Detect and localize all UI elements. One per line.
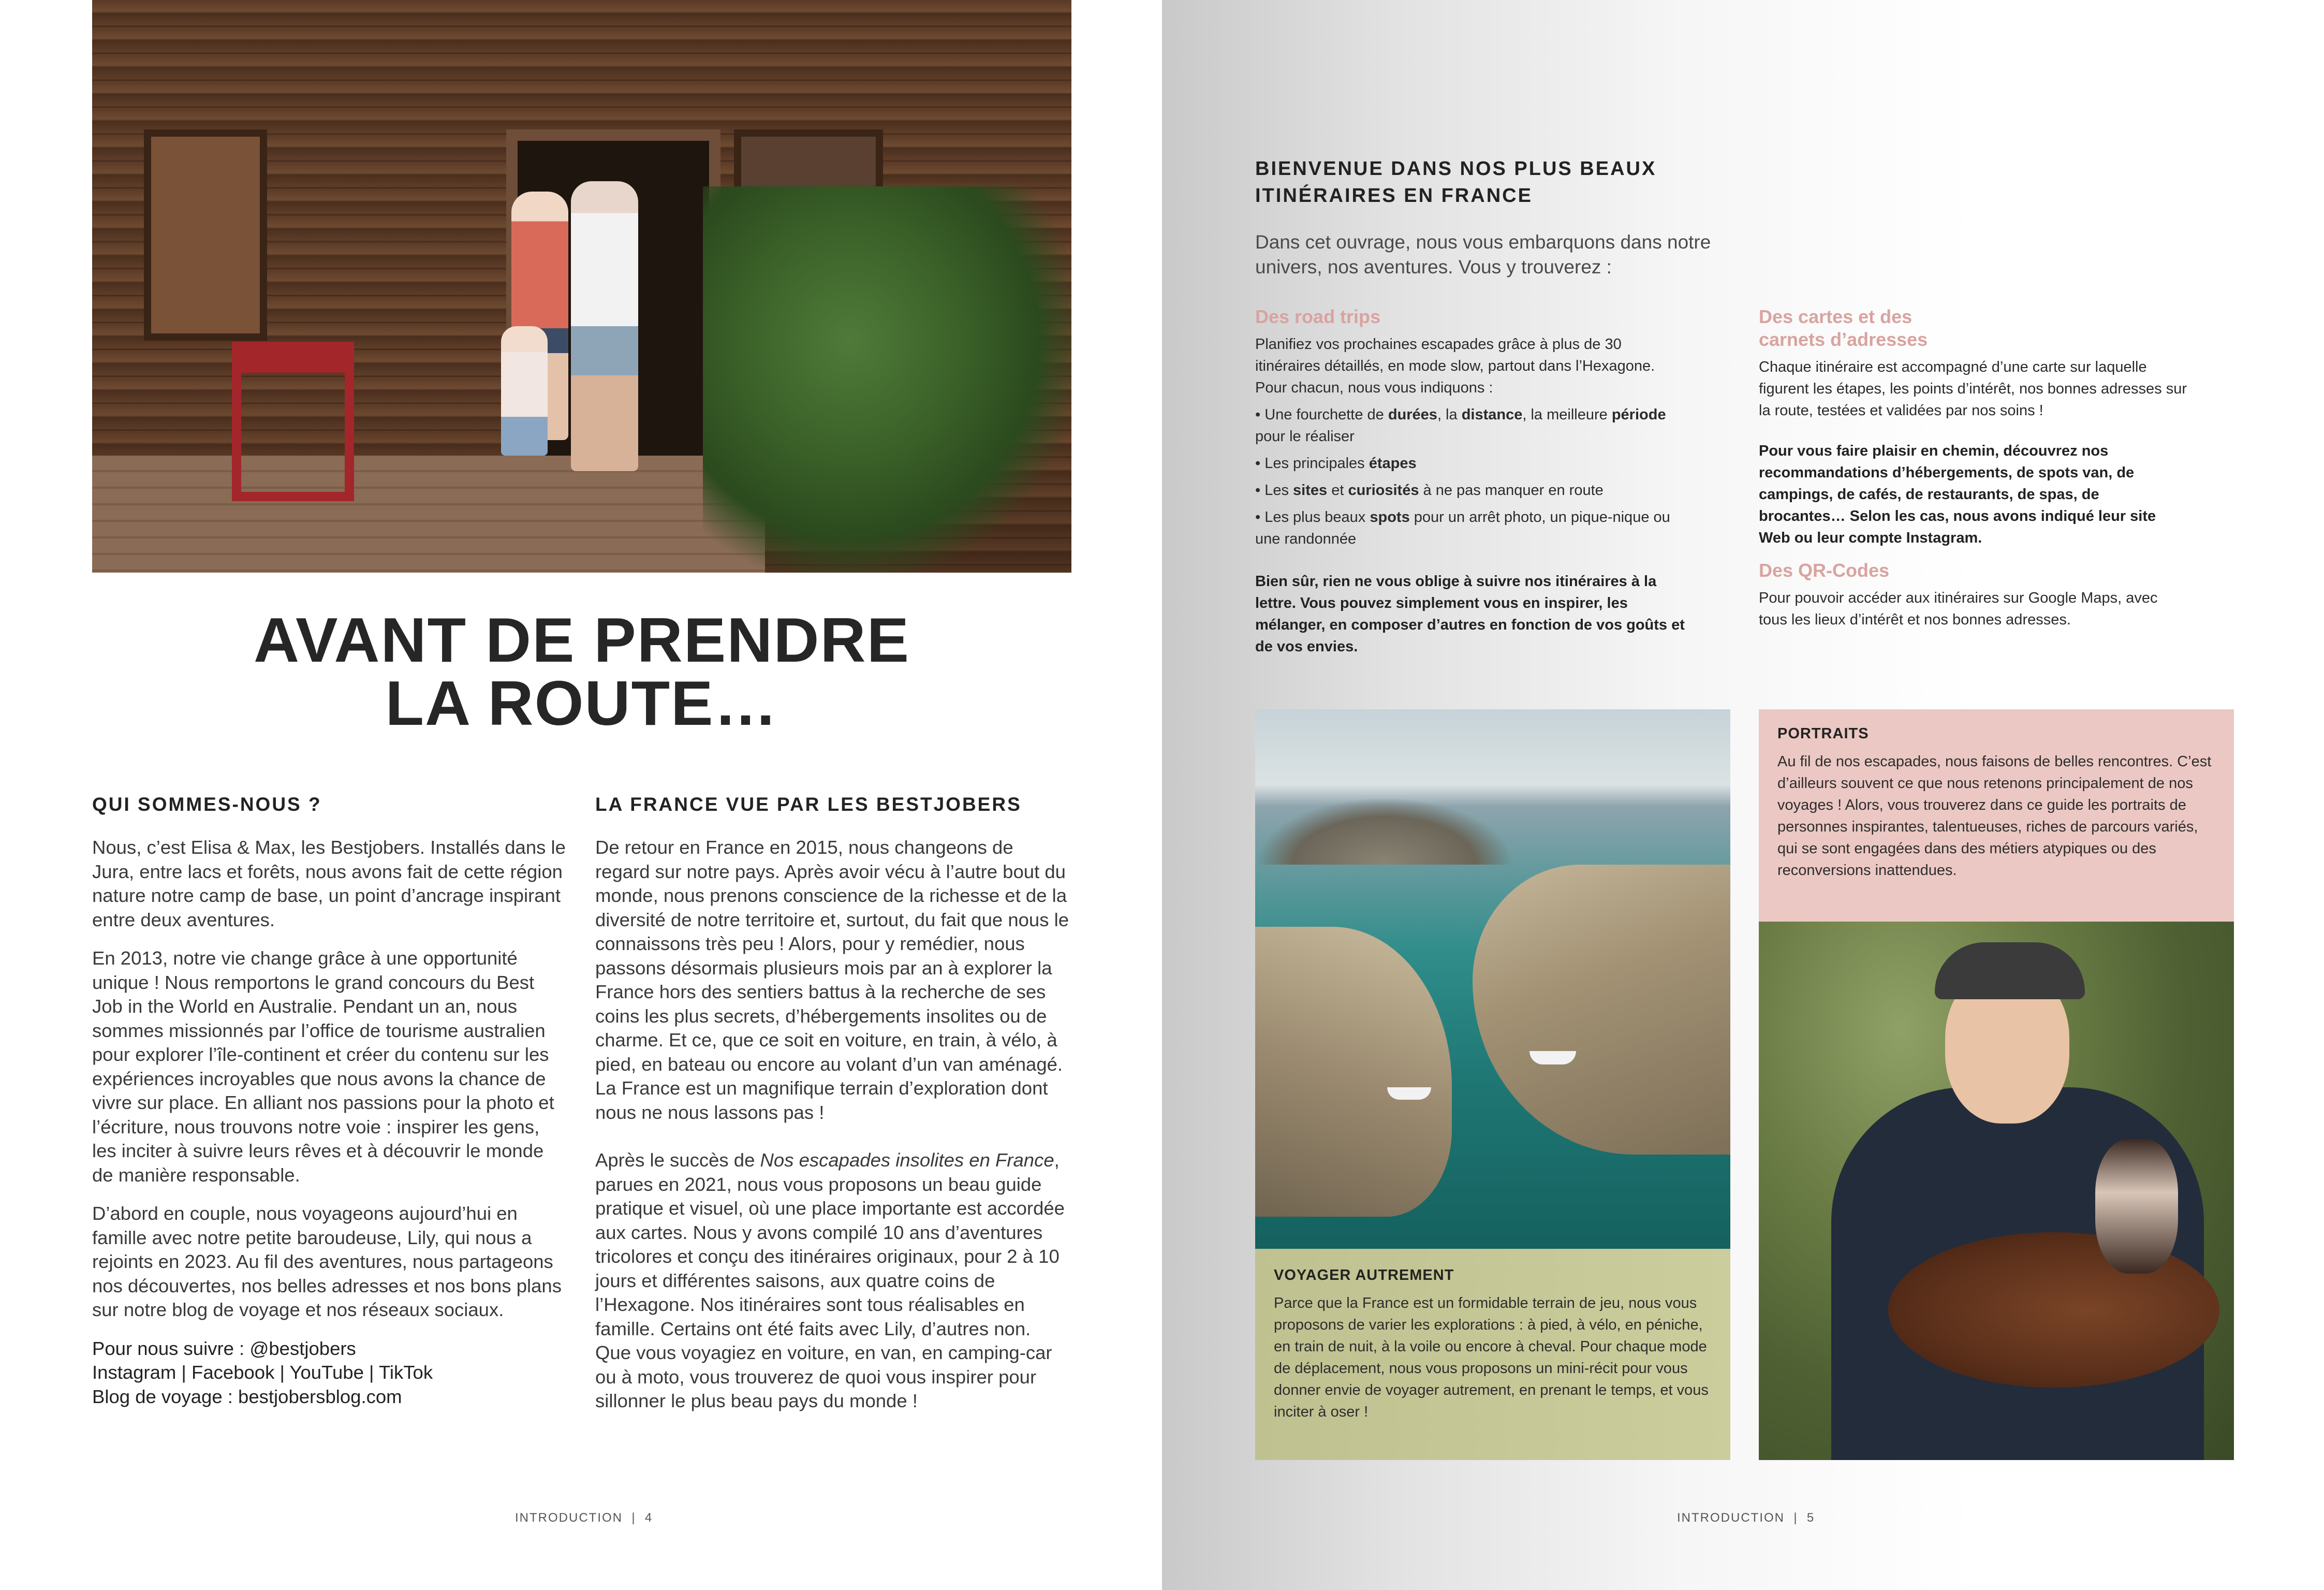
goat-head xyxy=(2095,1139,2178,1274)
book-title: Nos escapades insolites en France xyxy=(760,1149,1054,1171)
section-heading: Des cartes et des carnets d’adresses xyxy=(1759,306,1928,350)
road-trips-section xyxy=(1255,305,1685,663)
box-text: Au fil de nos escapades, nous faisons de belles rencontres. C’est d’ailleurs souvent ce que nous retenons principalement de nos voyages ! Alors, vous trouverez dans ce guide les portraits de personnes inspirantes, talentueuses, riches de parcours variés, qui se sont engagées dans des métiers atypiques ou des reconversions inattendues. xyxy=(1777,753,2212,879)
title-line-1: AVANT DE PRENDRE xyxy=(254,605,910,675)
france-vue-section xyxy=(595,794,1071,1428)
page-footer-left: INTRODUCTION | 4 xyxy=(515,1511,653,1525)
section-heading: Des road trips xyxy=(1255,306,1381,327)
welcome-text: Dans cet ouvrage, nous vous embarquons dans notre univers, nos aventures. Vous y trouverez : xyxy=(1255,231,1711,278)
text-run: , parues en 2021, nous vous proposons un beau guide pratique et visuel, où une place importante est accordée aux cartes. Nous y avons compilé 10 ans d’aventures tricolores et conçu des itinéraires originaux, pour 2 à 10 jours et différentes saisons, aux quatre coins de l’Hexagone. Nos itinéraires sont tous réalisables en famille. Certains ont été faits avec Lily, d’autres non. Que vous voyagiez en voiture, en van, en camping-car ou à moto, vous trouverez de quoi vous inspirer pour sillonner le plus beau pays du monde ! xyxy=(595,1149,1065,1411)
paragraph xyxy=(595,1148,1071,1413)
coastal-calanque-photo xyxy=(1255,709,1730,1249)
follow-block xyxy=(92,1337,568,1409)
qr-heading: Des QR-Codes xyxy=(1759,560,1890,581)
paragraph-bold: Pour vous faire plaisir en chemin, découvrez nos recommandations d’hébergements, de spots van, de campings, de cafés, de restaurants, de spas, de brocantes… Selon les cas, nous avons indiqué leur site Web ou leur compte Instagram. xyxy=(1759,443,2156,546)
welcome-title: BIENVENUE DANS NOS PLUS BEAUX ITINÉRAIRES EN FRANCE xyxy=(1255,158,1657,207)
paragraph: Planifiez vos prochaines escapades grâce à plus de 30 itinéraires détaillés, en mode slow, partout dans l’Hexagone. Pour chacun, nous vous indiquons : xyxy=(1255,336,1655,396)
goat-body xyxy=(1888,1232,2219,1388)
title-line-2: LA ROUTE… xyxy=(385,668,778,738)
garden-plants xyxy=(703,186,1071,573)
paragraph: Chaque itinéraire est accompagné d’une carte sur laquelle figurent les étapes, les points d’intérêt, nos bonnes adresses sur la route, testées et validées par nos soins ! xyxy=(1759,359,2187,419)
section-heading: QUI SOMMES-NOUS ? xyxy=(92,794,322,815)
page-title xyxy=(92,605,1071,738)
list-item: • Les plus beaux spots pour un arrêt photo, un pique-nique ou une randonnée xyxy=(1255,506,1685,550)
feature-list xyxy=(1255,404,1685,550)
cliff-right xyxy=(1473,865,1730,1155)
social-networks: Instagram | Facebook | YouTube | TikTok xyxy=(92,1362,433,1383)
welcome-block xyxy=(1255,155,1721,280)
paragraph: D’abord en couple, nous voyageons aujourd’hui en famille avec notre petite baroudeuse, Lily, qui nous a rejoints en 2023. Au fil des aventures, nous partageons nos découvertes, nos belles adresses et nos bons plans sur notre blog de voyage et nos réseaux sociaux. xyxy=(92,1203,562,1320)
person-lily xyxy=(501,326,548,456)
list-item: • Les sites et curiosités à ne pas manquer en route xyxy=(1255,479,1685,501)
cliff-left xyxy=(1255,927,1452,1217)
cartes-section xyxy=(1759,305,2188,636)
red-chair xyxy=(232,342,354,501)
distant-island xyxy=(1255,797,1514,865)
closing-paragraph: Bien sûr, rien ne vous oblige à suivre nos itinéraires à la lettre. Vous pouvez simplement vous en inspirer, les mélanger, en composer d’autres en fonction de vos goûts et de vos envies. xyxy=(1255,573,1685,655)
list-item: • Les principales étapes xyxy=(1255,453,1685,474)
qr-paragraph: Pour pouvoir accéder aux itinéraires sur Google Maps, avec tous les lieux d’intérêt et nos bonnes adresses. xyxy=(1759,590,2158,628)
paragraph: En 2013, notre vie change grâce à une opportunité unique ! Nous remportons le grand concours du Best Job in the World en Australie. Pendant un an, nous sommes missionnés par l’office de tourisme australien pour explorer l’île-continent et créer du contenu sur les expériences incroyables que nous avons la chance de vivre sur place. En alliant nos passions pour la photo et l’écriture, nous trouvons notre voie : inspirer les gens, les inciter à suivre leurs rêves et à découvrir le monde de manière responsable. xyxy=(92,947,554,1186)
family-cabin-photo xyxy=(92,0,1071,573)
box-text: Parce que la France est un formidable terrain de jeu, nous vous proposons de varier les explorations : à pied, à vélo, en péniche, en train de nuit, à la voile ou encore à cheval. Pour chaque mode de déplacement, nous vous proposons un mini-récit pour vous donner envie de voyager autrement, en prenant le temps, et vous inciter à oser ! xyxy=(1274,1295,1709,1420)
follow-handle: Pour nous suivre : @bestjobers xyxy=(92,1337,356,1359)
section-heading: LA FRANCE VUE PAR LES BESTJOBERS xyxy=(595,794,1022,815)
qui-sommes-nous-section xyxy=(92,794,568,1409)
person-max xyxy=(571,181,638,471)
box-heading: PORTRAITS xyxy=(1777,725,1869,742)
cabin-window-left xyxy=(144,129,267,341)
flat-cap xyxy=(1935,942,2085,999)
box-heading: VOYAGER AUTREMENT xyxy=(1274,1267,1454,1283)
sailboat xyxy=(1387,1087,1431,1100)
voyager-autrement-box xyxy=(1255,1249,1730,1460)
catamaran xyxy=(1529,1051,1576,1064)
page-footer-right: INTRODUCTION | 5 xyxy=(1677,1511,1815,1525)
list-item: • Une fourchette de durées, la distance, la meilleure période pour le réaliser xyxy=(1255,404,1685,447)
wooden-deck xyxy=(92,456,765,573)
text-run: Après le succès de xyxy=(595,1149,760,1171)
portraits-box xyxy=(1759,709,2234,922)
paragraph: De retour en France en 2015, nous changeons de regard sur notre pays. Après avoir vécu à l’autre bout du monde, nous prenons conscience de la richesse et de la diversité de notre territoire et, surtout, du fait que nous le connaissons très peu ! Alors, pour y remédier, nous passons désormais plusieurs mois par an à explorer la France hors des sentiers battus à la recherche de ses coins les plus secrets, d’hébergements insolites ou de charme. Et ce, que ce soit en voiture, en train, à vélo, à pied, en bateau ou encore au volant d’un van aménagé. La France est un magnifique terrain d’exploration dont nous ne nous lassons pas ! xyxy=(595,837,1069,1123)
blog-link: Blog de voyage : bestjobersblog.com xyxy=(92,1385,402,1407)
paragraph: Nous, c’est Elisa & Max, les Bestjobers. Installés dans le Jura, entre lacs et forêts, nous avons fait de cette région nature notre camp de base, un point d’ancrage inspirant entre deux aventures. xyxy=(92,837,566,930)
man-with-goat-photo xyxy=(1759,922,2234,1460)
